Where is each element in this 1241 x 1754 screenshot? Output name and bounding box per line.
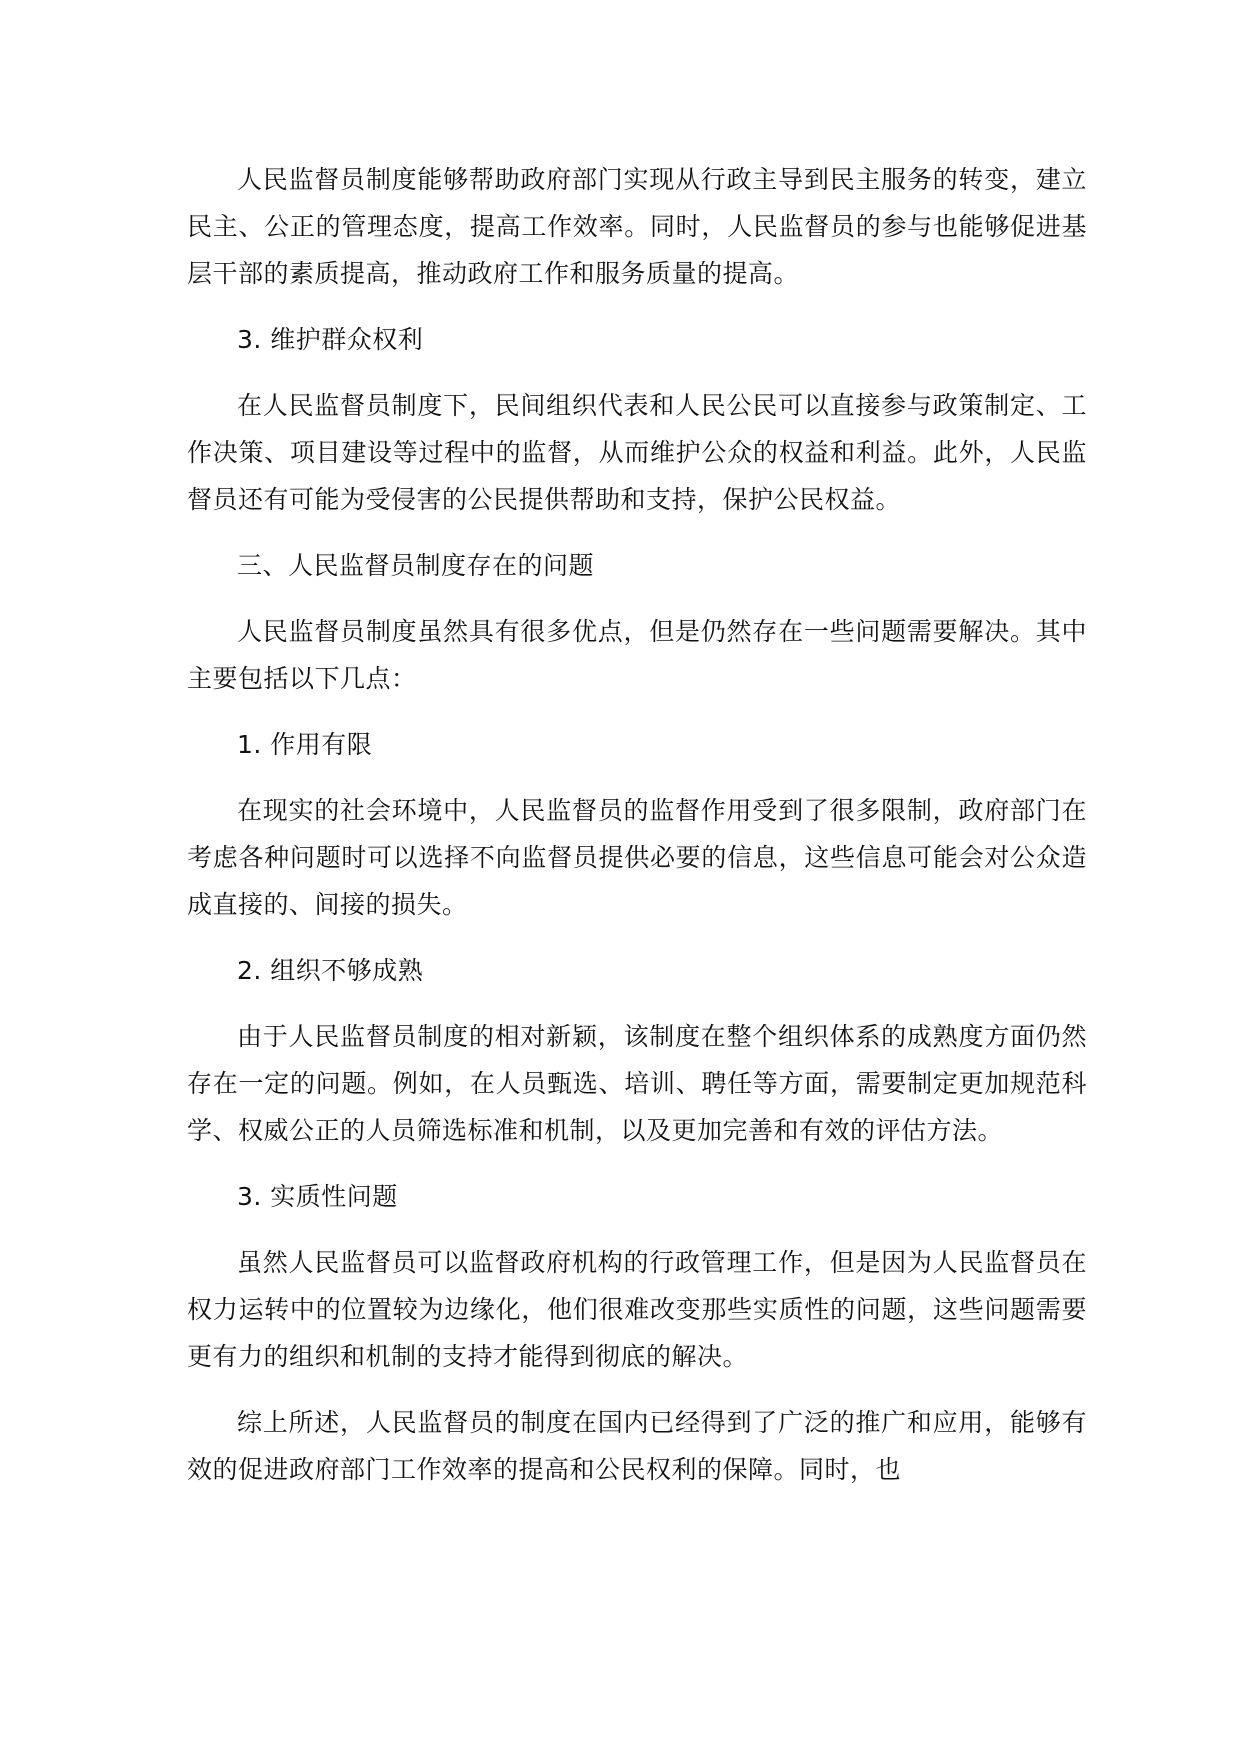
paragraph-6: 虽然人民监督员可以监督政府机构的行政管理工作，但是因为人民监督员在权力运转中的位置较为边缘化，他们很难改变那些实质性的问题，这些问题需要更有力的组织和机制的支持才能得到彻底的解决。: [187, 1248, 1087, 1371]
paragraph-spacer: [187, 523, 1087, 542]
subheading-3-protect-rights: 3. 维护群众权利: [237, 325, 424, 354]
paragraph-1: 人民监督员制度能够帮助政府部门实现从行政主导到民主服务的转变，建立民主、公正的管理态度，提高工作效率。同时，人民监督员的参与也能够促进基层干部的素质提高，推动政府工作和服务质量的提高。: [187, 165, 1087, 288]
paragraph-spacer: [187, 1154, 1087, 1173]
paragraph-spacer: [187, 768, 1087, 787]
subheading-2-immature-organization: 2. 组织不够成熟: [237, 956, 424, 985]
section-heading-3-problems: 三、人民监督员制度存在的问题: [237, 551, 595, 580]
paragraph-spacer: [187, 589, 1087, 608]
paragraph-2: 在人民监督员制度下，民间组织代表和人民公民可以直接参与政策制定、工作决策、项目建设等过程中的监督，从而维护公众的权益和利益。此外，人民监督员还有可能为受侵害的公民提供帮助和支持，保护公民权益。: [187, 391, 1087, 514]
paragraph-spacer: [187, 702, 1087, 721]
paragraph-spacer: [187, 928, 1087, 947]
paragraph-7-conclusion: 综上所述，人民监督员的制度在国内已经得到了广泛的推广和应用，能够有效的促进政府部门工作效率的提高和公民权利的保障。同时，也: [187, 1408, 1087, 1484]
paragraph-spacer: [187, 297, 1087, 316]
subheading-3-substantive-issues: 3. 实质性问题: [237, 1182, 398, 1211]
subheading-1-limited-effect: 1. 作用有限: [237, 730, 373, 759]
document-body: [187, 156, 1087, 1493]
paragraph-spacer: [187, 363, 1087, 382]
paragraph-spacer: [187, 1380, 1087, 1399]
paragraph-3: 人民监督员制度虽然具有很多优点，但是仍然存在一些问题需要解决。其中主要包括以下几点：: [187, 617, 1087, 693]
paragraph-spacer: [187, 994, 1087, 1013]
paragraph-4: 在现实的社会环境中，人民监督员的监督作用受到了很多限制，政府部门在考虑各种问题时可以选择不向监督员提供必要的信息，这些信息可能会对公众造成直接的、间接的损失。: [187, 796, 1087, 919]
paragraph-5: 由于人民监督员制度的相对新颖，该制度在整个组织体系的成熟度方面仍然存在一定的问题。例如，在人员甄选、培训、聘任等方面，需要制定更加规范科学、权威公正的人员筛选标准和机制，以及更加完善和有效的评估方法。: [187, 1022, 1087, 1145]
paragraph-spacer: [187, 1220, 1087, 1239]
